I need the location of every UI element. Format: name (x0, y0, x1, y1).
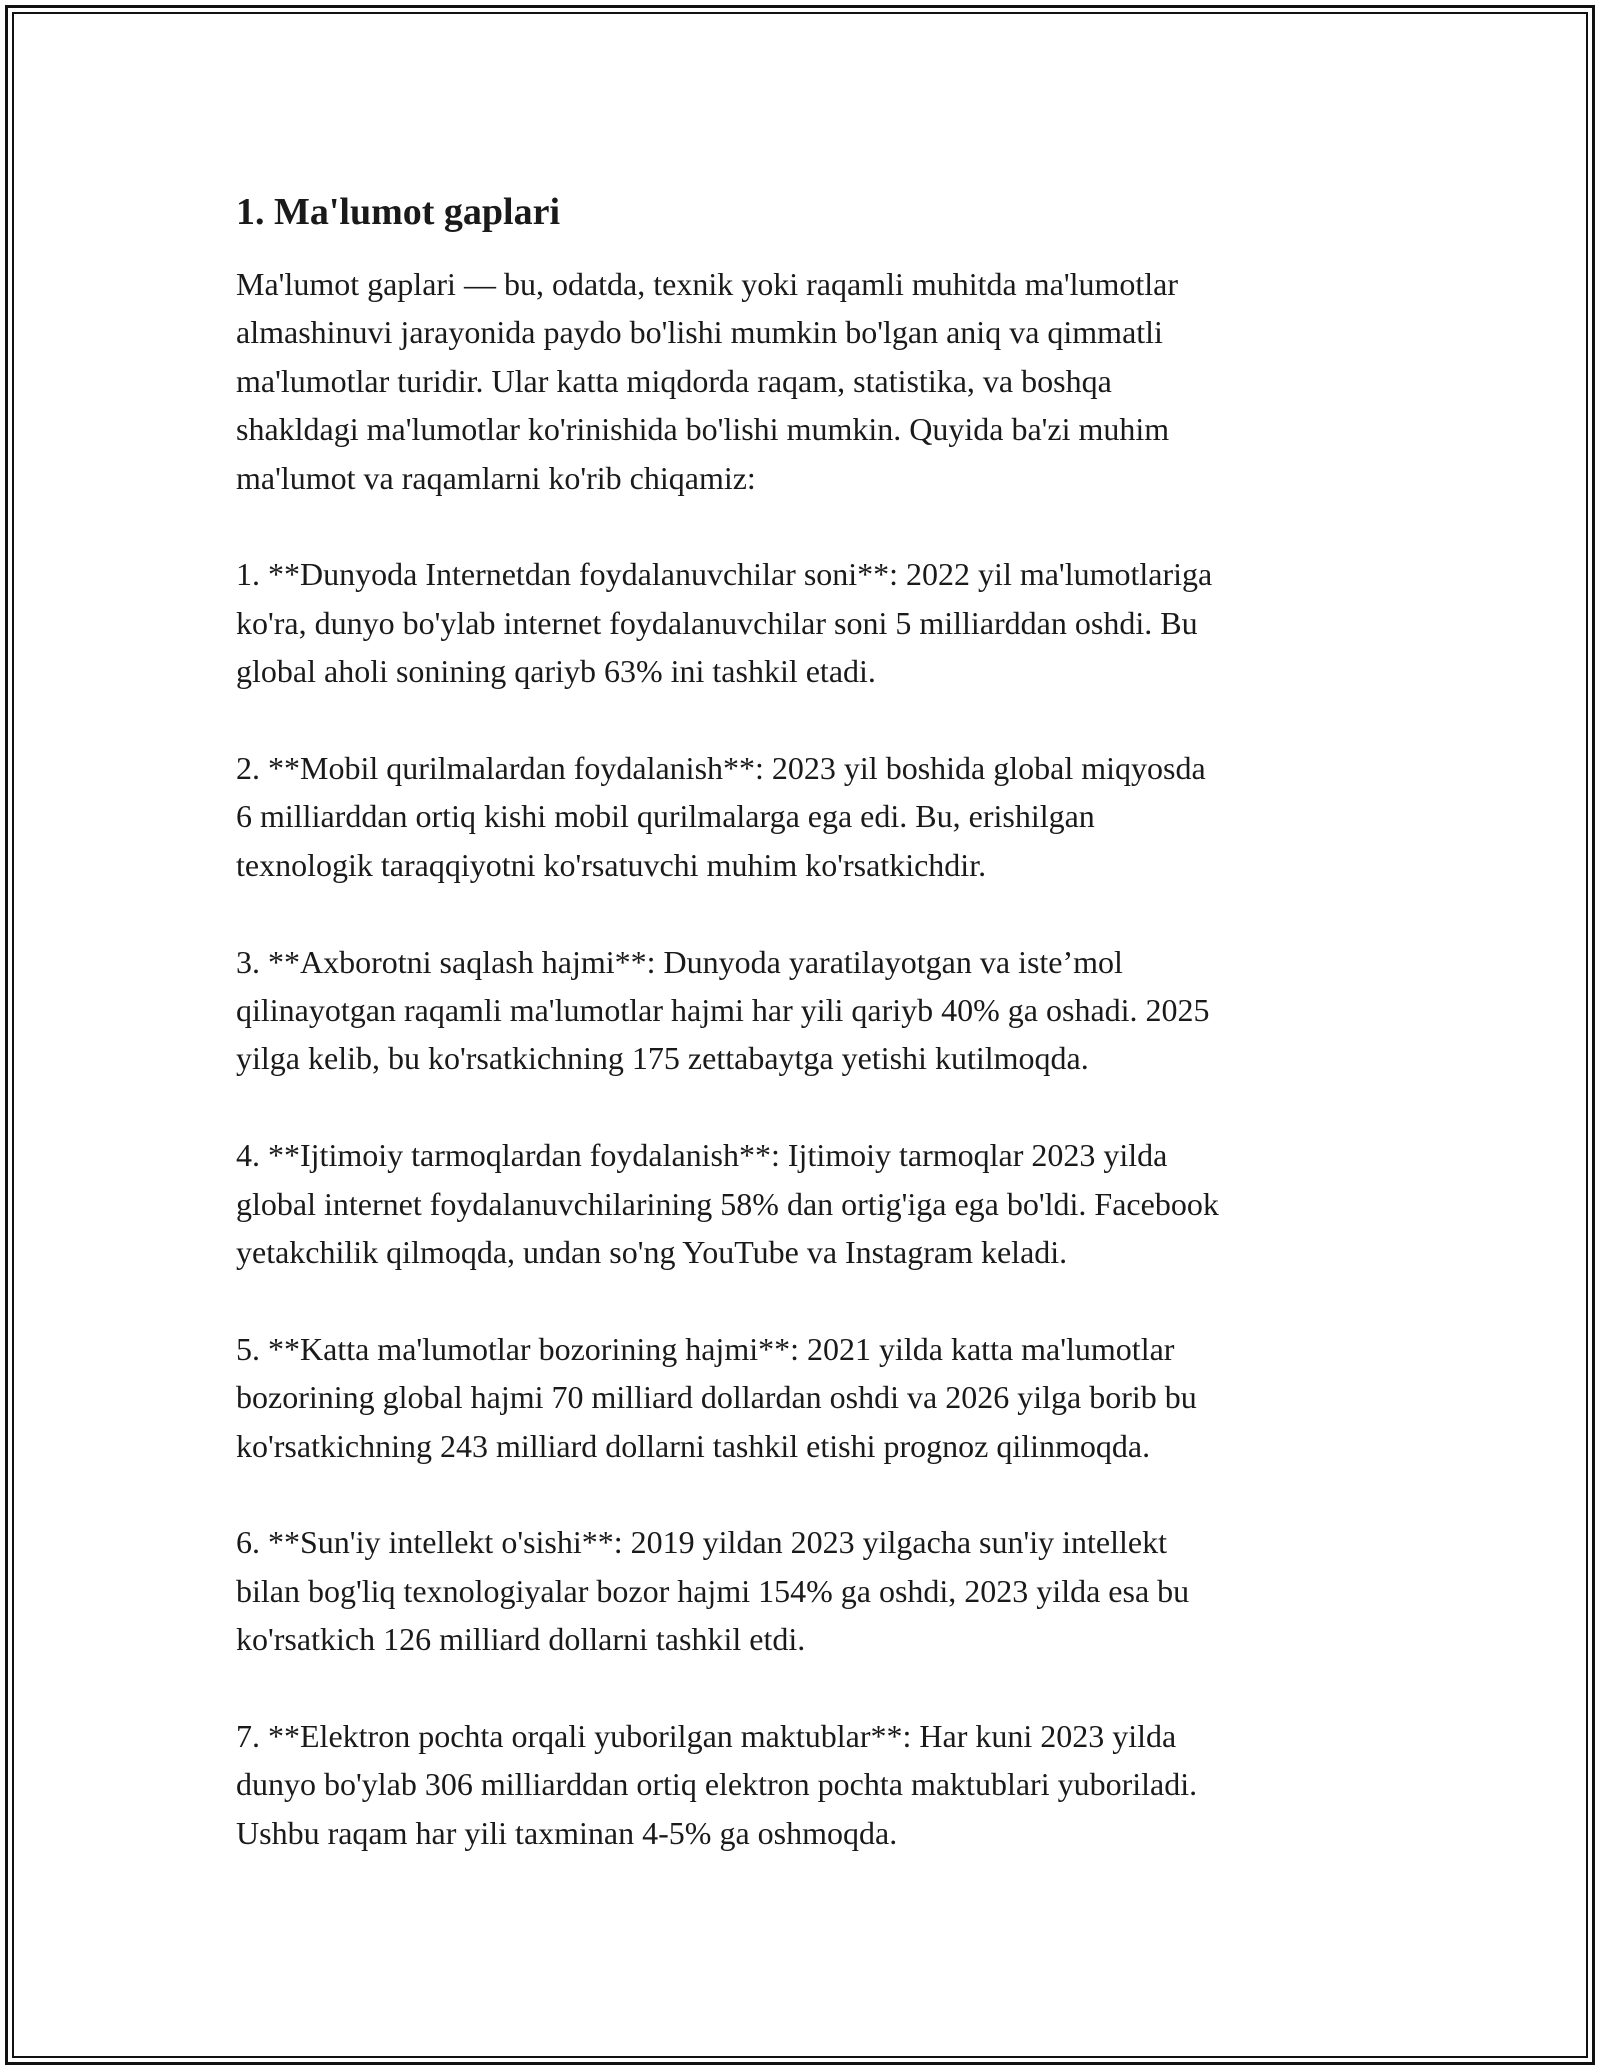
document-body (236, 186, 1376, 1857)
paragraph-line: ko'ra, dunyo bo'ylab internet foydalanuvchilar soni 5 milliarddan oshdi. Bu (236, 604, 1198, 641)
paragraph-line: qilinayotgan raqamli ma'lumotlar hajmi har yili qariyb 40% ga oshadi. 2025 (236, 992, 1210, 1029)
paragraph-line: 2. **Mobil qurilmalardan foydalanish**: 2023 yil boshida global miqyosda (236, 750, 1206, 787)
list-item-social-networks (236, 1131, 1376, 1276)
paragraph-line: 5. **Katta ma'lumotlar bozorining hajmi**: 2021 yilda katta ma'lumotlar (236, 1330, 1175, 1367)
paragraph-line: shakldagi ma'lumotlar ko'rinishida bo'lishi mumkin. Quyida ba'zi muhim (236, 411, 1170, 448)
paragraph-line: bozorining global hajmi 70 milliard dollardan oshdi va 2026 yilga borib bu (236, 1379, 1197, 1416)
paragraph-line: almashinuvi jarayonida paydo bo'lishi mumkin bo'lgan aniq va qimmatli (236, 314, 1163, 351)
paragraph-line: dunyo bo'ylab 306 milliarddan ortiq elektron pochta maktublari yuboriladi. (236, 1766, 1198, 1803)
paragraph-line: texnologik taraqqiyotni ko'rsatuvchi muhim ko'rsatkichdir. (236, 846, 987, 883)
list-item-email-volume (236, 1712, 1376, 1857)
paragraph-line: Ma'lumot gaplari — bu, odatda, texnik yoki raqamli muhitda ma'lumotlar (236, 266, 1178, 302)
list-item-ai-growth (236, 1518, 1376, 1663)
paragraph-line: 6 milliarddan ortiq kishi mobil qurilmalarga ega edi. Bu, erishilgan (236, 798, 1095, 835)
paragraph-line: 3. **Axborotni saqlash hajmi**: Dunyoda yaratilayotgan va iste’mol (236, 943, 1123, 980)
list-item-big-data-market (236, 1325, 1376, 1470)
paragraph-line: global internet foydalanuvchilarining 58% dan ortig'iga ega bo'ldi. Facebook (236, 1185, 1219, 1222)
paragraph-line: 4. **Ijtimoiy tarmoqlardan foydalanish**: Ijtimoiy tarmoqlar 2023 yilda (236, 1137, 1168, 1174)
paragraph-line: 1. **Dunyoda Internetdan foydalanuvchilar soni**: 2022 yil ma'lumotlariga (236, 556, 1213, 593)
paragraph-line: ma'lumot va raqamlarni ko'rib chiqamiz: (236, 459, 756, 496)
paragraph-line: ko'rsatkichning 243 milliard dollarni tashkil etishi prognoz qilinmoqda. (236, 1427, 1151, 1464)
paragraph-line: yilga kelib, bu ko'rsatkichning 175 zettabaytga yetishi kutilmoqda. (236, 1040, 1089, 1077)
paragraph-line: ko'rsatkich 126 milliard dollarni tashkil etdi. (236, 1621, 806, 1658)
paragraph-line: ma'lumotlar turidir. Ular katta miqdorda raqam, statistika, va boshqa (236, 362, 1112, 399)
paragraph-line: global aholi sonining qariyb 63% ini tashkil etadi. (236, 653, 876, 690)
paragraph-line: yetakchilik qilmoqda, undan so'ng YouTube va Instagram keladi. (236, 1234, 1068, 1271)
list-item-internet-users (236, 550, 1376, 695)
paragraph-line: Ushbu raqam har yili taxminan 4-5% ga oshmoqda. (236, 1814, 898, 1851)
paragraph-line: 7. **Elektron pochta orqali yuborilgan maktublar**: Har kuni 2023 yilda (236, 1718, 1177, 1755)
intro-paragraph (236, 260, 1376, 502)
paragraph-line: bilan bog'liq texnologiyalar bozor hajmi 154% ga oshdi, 2023 yilda esa bu (236, 1572, 1190, 1609)
paragraph-line: 6. **Sun'iy intellekt o'sishi**: 2019 yildan 2023 yilgacha sun'iy intellekt (236, 1524, 1167, 1561)
section-heading: 1. Ma'lumot gaplari (236, 191, 561, 233)
list-item-data-storage (236, 938, 1376, 1083)
list-item-mobile-devices (236, 744, 1376, 889)
